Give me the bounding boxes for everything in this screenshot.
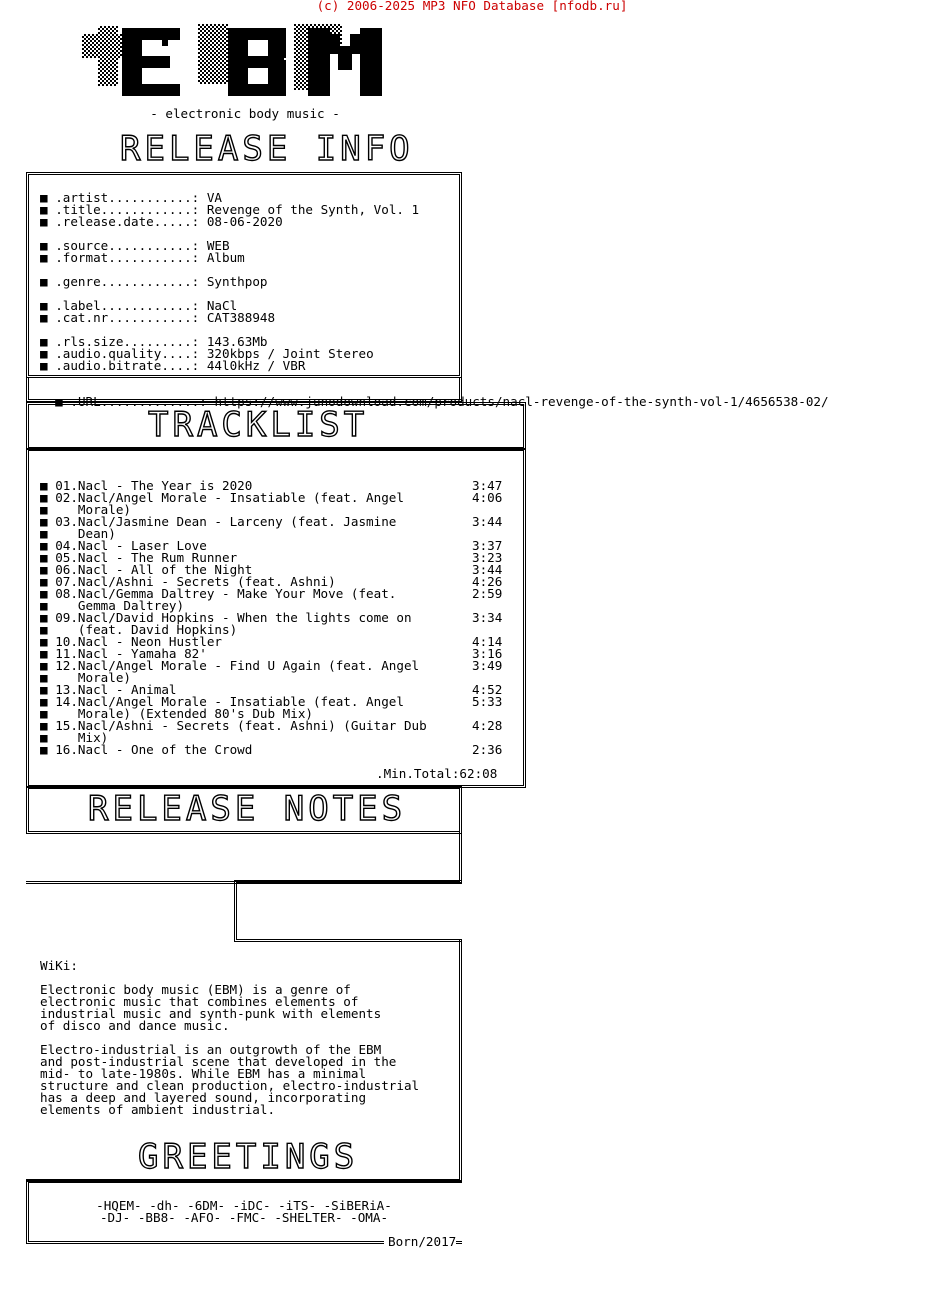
bullet: ■	[40, 706, 48, 721]
track-title: 16.Nacl - One of the Crowd	[55, 742, 253, 757]
track-title: 15.Nacl/Ashni - Secrets (feat. Ashni) (Guitar Dub	[55, 718, 427, 733]
bullet: ■	[40, 550, 48, 565]
info-key: .format...........:	[55, 250, 200, 265]
track-time: 3:23	[472, 550, 503, 565]
info-value: Revenge of the Synth, Vol. 1	[206, 202, 420, 217]
track-title-continued: Mix)	[55, 730, 109, 745]
bullet: ■	[40, 586, 48, 601]
bullet: ■	[40, 190, 48, 205]
notes-line: Electro-industrial is an outgrowth of the EBM	[40, 1042, 382, 1057]
info-key: .cat.nr...........:	[55, 310, 200, 325]
connector-box-2	[234, 880, 462, 942]
notes-line: has a deep and layered sound, incorporating	[40, 1090, 367, 1105]
track-time: 4:14	[472, 634, 503, 649]
track-time: 3:34	[472, 610, 503, 625]
bullet: ■	[40, 238, 48, 253]
info-value: WEB	[206, 238, 230, 253]
bullet: ■	[40, 514, 48, 529]
info-key: .title............:	[55, 202, 200, 217]
release-info-row	[40, 360, 305, 372]
track-time: 4:28	[472, 718, 503, 733]
heading-release-info: RELEASE INFO	[120, 129, 414, 169]
notes-line: elements of ambient industrial.	[40, 1102, 276, 1117]
track-title: 14.Nacl/Angel Morale - Insatiable (feat. Angel	[55, 694, 404, 709]
bullet: ■	[40, 574, 48, 589]
track-time: 2:36	[472, 742, 503, 757]
bullet: ■	[40, 730, 48, 745]
greetings-line-2: -DJ- -BB8- -AFO- -FMC- -SHELTER- -OMA-	[99, 1210, 389, 1225]
release-info-row	[40, 252, 245, 264]
notes-line: electronic music that combines elements of	[40, 994, 359, 1009]
track-title-continued: Gemma Daltrey)	[55, 598, 185, 613]
track-title: 09.Nacl/David Hopkins - When the lights come on	[55, 610, 412, 625]
track-title-continued: (feat. David Hopkins)	[55, 622, 238, 637]
track-time: 3:44	[472, 514, 503, 529]
track-time: 3:37	[472, 538, 503, 553]
track-title-continued: Morale) (Extended 80's Dub Mix)	[55, 706, 313, 721]
info-key: .source...........:	[55, 238, 200, 253]
info-key: .artist...........:	[55, 190, 200, 205]
connector-box-1	[26, 832, 462, 884]
bullet: ■	[40, 214, 48, 229]
bullet: ■	[40, 670, 48, 685]
bullet: ■	[40, 718, 48, 733]
track-time: 2:59	[472, 586, 503, 601]
track-time: 3:49	[472, 658, 503, 673]
notes-line: WiKi:	[40, 958, 78, 973]
bullet: ■	[40, 598, 48, 613]
info-key: .rls.size.........:	[55, 334, 200, 349]
track-title: 03.Nacl/Jasmine Dean - Larceny (feat. Jasmine	[55, 514, 397, 529]
notes-line: industrial music and synth-punk with elements	[40, 1006, 382, 1021]
notes-line: and post-industrial scene that developed in the	[40, 1054, 397, 1069]
bullet: ■	[40, 742, 48, 757]
bullet: ■	[40, 562, 48, 577]
track-title-continued: Morale)	[55, 502, 132, 517]
bullet: ■	[40, 622, 48, 637]
release-info-row	[40, 276, 268, 288]
logo-text: EBM	[78, 20, 80, 21]
heading-release-notes: RELEASE NOTES	[88, 789, 407, 829]
track-title: 01.Nacl - The Year is 2020	[55, 478, 253, 493]
bullet: ■	[40, 202, 48, 217]
notes-line: Electronic body music (EBM) is a genre of	[40, 982, 351, 997]
total-time: .Min.Total:62:08	[376, 766, 498, 781]
info-value: 44l0kHz / VBR	[206, 358, 306, 373]
bullet: ■	[40, 334, 48, 349]
info-key: .release.date.....:	[55, 214, 200, 229]
bullet: ■	[40, 502, 48, 517]
track-title: 13.Nacl - Animal	[55, 682, 177, 697]
heading-tracklist: TRACKLIST	[148, 405, 369, 445]
url-value[interactable]: https://www.junodownload.com/products/nacl-revenge-of-the-synth-vol-1/4656538-02/	[214, 394, 829, 409]
info-value: 143.63Mb	[206, 334, 268, 349]
bullet: ■	[40, 250, 48, 265]
info-value: 320kbps / Joint Stereo	[206, 346, 374, 361]
info-value: 08-06-2020	[206, 214, 283, 229]
bullet: ■	[40, 358, 48, 373]
release-info-row	[40, 216, 283, 228]
track-time: 3:16	[472, 646, 503, 661]
track-title: 04.Nacl - Laser Love	[55, 538, 207, 553]
bullet: ■	[40, 526, 48, 541]
bullet: ■	[40, 694, 48, 709]
track-title: 12.Nacl/Angel Morale - Find U Again (feat. Angel	[55, 658, 420, 673]
release-info-row	[40, 312, 275, 324]
info-value: Album	[206, 250, 245, 265]
bullet: ■	[55, 394, 63, 409]
bullet: ■	[40, 610, 48, 625]
bullet: ■	[40, 274, 48, 289]
track-time: 4:06	[472, 490, 503, 505]
bullet: ■	[40, 682, 48, 697]
tagline: - electronic body music -	[150, 106, 340, 121]
info-key: .genre............:	[55, 274, 200, 289]
greetings-line-1: -HQEM- -dh- -6DM- -iDC- -iTS- -SiBERiA-	[96, 1198, 392, 1213]
bullet: ■	[40, 658, 48, 673]
bullet: ■	[40, 346, 48, 361]
info-value: NaCl	[206, 298, 238, 313]
site-credit: (c) 2006-2025 MP3 NFO Database [nfodb.ru]	[316, 0, 628, 13]
info-key: .audio.bitrate....:	[55, 358, 200, 373]
track-title: 02.Nacl/Angel Morale - Insatiable (feat. Angel	[55, 490, 404, 505]
bullet: ■	[40, 646, 48, 661]
track-title-continued: Morale)	[55, 670, 132, 685]
track-time: 4:52	[472, 682, 503, 697]
track-title-continued: Dean)	[55, 526, 116, 541]
notes-line: mid- to late-1980s. While EBM has a minimal	[40, 1066, 367, 1081]
signature: Born/2017	[384, 1236, 456, 1248]
bullet: ■	[40, 298, 48, 313]
bullet: ■	[40, 538, 48, 553]
info-key: .audio.quality....:	[55, 346, 200, 361]
track-title: 06.Nacl - All of the Night	[55, 562, 253, 577]
info-value: VA	[206, 190, 223, 205]
bullet: ■	[40, 478, 48, 493]
info-value: CAT388948	[206, 310, 276, 325]
bullet: ■	[40, 310, 48, 325]
notes-line: structure and clean production, electro-industrial	[40, 1078, 420, 1093]
track-time: 5:33	[472, 694, 503, 709]
info-key: .label............:	[55, 298, 200, 313]
info-value: Synthpop	[206, 274, 268, 289]
track-title: 08.Nacl/Gemma Daltrey - Make Your Move (feat.	[55, 586, 397, 601]
track-title: 07.Nacl/Ashni - Secrets (feat. Ashni)	[55, 574, 336, 589]
url-key: .URL.............:	[70, 394, 207, 409]
track-time: 4:26	[472, 574, 503, 589]
track-title: 05.Nacl - The Rum Runner	[55, 550, 238, 565]
notes-line: of disco and dance music.	[40, 1018, 230, 1033]
track-title: 11.Nacl - Yamaha 82'	[55, 646, 207, 661]
track-row	[40, 744, 252, 756]
track-time: 3:47	[472, 478, 503, 493]
bullet: ■	[40, 490, 48, 505]
track-time: 3:44	[472, 562, 503, 577]
bullet: ■	[40, 634, 48, 649]
ebm-logo	[78, 20, 388, 100]
track-title: 10.Nacl - Neon Hustler	[55, 634, 222, 649]
heading-greetings: GREETINGS	[138, 1137, 359, 1177]
